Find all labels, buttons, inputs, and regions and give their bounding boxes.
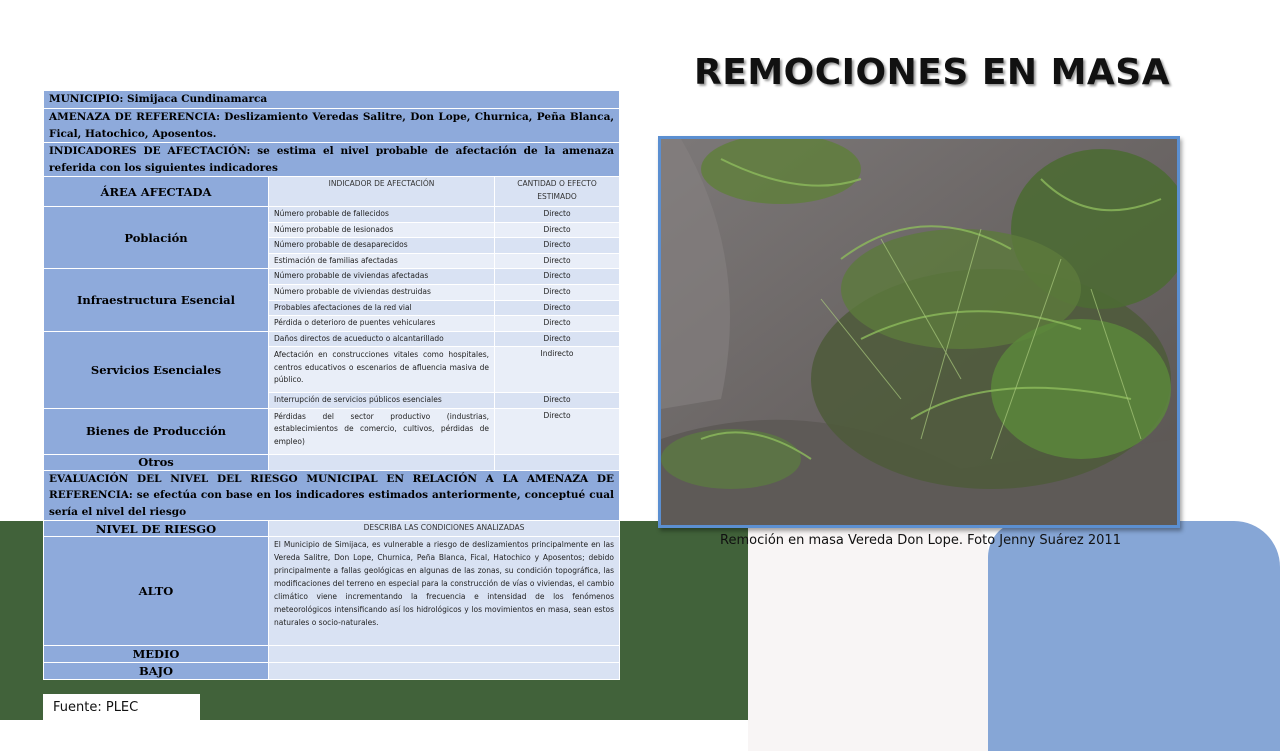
amenaza-row: AMENAZA DE REFERENCIA: Deslizamiento Veredas Salitre, Don Lope, Churnica, Peña Blanca, Fical, Hatochico, Aposentos. <box>44 109 620 143</box>
empty-cell <box>269 454 495 470</box>
blue-band <box>988 521 1280 751</box>
empty-cell <box>495 454 620 470</box>
area-otros: Otros <box>44 454 269 470</box>
quantity-cell: Directo <box>495 408 620 454</box>
quantity-cell: Directo <box>495 300 620 316</box>
slide-title: REMOCIONES EN MASA <box>694 52 1171 93</box>
empty-cell <box>269 663 620 680</box>
indicator-cell: Afectación en construcciones vitales como hospitales, centros educativos o escenarios de afluencia masiva de público. <box>269 347 495 393</box>
area-infraestructura: Infraestructura Esencial <box>44 269 269 331</box>
quantity-cell: Directo <box>495 253 620 269</box>
quantity-cell: Directo <box>495 222 620 238</box>
col-area-header: ÁREA AFECTADA <box>44 177 269 207</box>
area-servicios: Servicios Esenciales <box>44 331 269 408</box>
indicator-cell: Número probable de lesionados <box>269 222 495 238</box>
empty-cell <box>269 646 620 663</box>
area-poblacion: Población <box>44 207 269 269</box>
quantity-cell: Directo <box>495 331 620 347</box>
landslide-photo <box>658 136 1180 528</box>
evaluacion-row: EVALUACIÓN DEL NIVEL DEL RIESGO MUNICIPAL EN RELACIÓN A LA AMENAZA DE REFERENCIA: se efectúa con base en los indicadores estimados anteriormente, conceptué cual sería el nivel del riesgo <box>44 470 620 521</box>
quantity-cell: Directo <box>495 284 620 300</box>
col-condiciones-header: DESCRIBA LAS CONDICIONES ANALIZADAS <box>269 521 620 537</box>
quantity-cell: Directo <box>495 269 620 285</box>
risk-table <box>43 90 620 680</box>
indicator-cell: Pérdida o deterioro de puentes vehiculares <box>269 316 495 332</box>
indicator-cell: Pérdidas del sector productivo (industrias, establecimientos de comercio, cultivos, pérdidas de empleo) <box>269 408 495 454</box>
indicator-cell: Número probable de desaparecidos <box>269 238 495 254</box>
quantity-cell: Directo <box>495 393 620 409</box>
nivel-bajo: BAJO <box>44 663 269 680</box>
col-cantidad-header: CANTIDAD O EFECTO ESTIMADO <box>495 177 620 207</box>
quantity-cell: Directo <box>495 316 620 332</box>
area-bienes: Bienes de Producción <box>44 408 269 454</box>
indicator-cell: Interrupción de servicios públicos esenciales <box>269 393 495 409</box>
quantity-cell: Directo <box>495 207 620 223</box>
white-tab-shape <box>748 521 988 751</box>
indicator-cell: Número probable de viviendas destruidas <box>269 284 495 300</box>
quantity-cell: Indirecto <box>495 347 620 393</box>
indicator-cell: Número probable de viviendas afectadas <box>269 269 495 285</box>
municipio-row: MUNICIPIO: Simijaca Cundinamarca <box>44 91 620 109</box>
photo-caption: Remoción en masa Vereda Don Lope. Foto Jenny Suárez 2011 <box>720 533 1121 548</box>
indicadores-row: INDICADORES DE AFECTACIÓN: se estima el nivel probable de afectación de la amenaza referida con los siguientes indicadores <box>44 143 620 177</box>
col-indicador-header: INDICADOR DE AFECTACIÓN <box>269 177 495 207</box>
indicator-cell: Daños directos de acueducto o alcantarillado <box>269 331 495 347</box>
landslide-photo-image <box>661 139 1177 525</box>
indicator-cell: Número probable de fallecidos <box>269 207 495 223</box>
nivel-alto: ALTO <box>44 537 269 646</box>
alto-description: El Municipio de Simijaca, es vulnerable a riesgo de deslizamientos principalmente en las Vereda Salitre, Don Lope, Churnica, Peña Blanca, Fical, Hatochico y Aposentos; debido principalmente a fallas geológicas en algunas de las zonas, su condición topográfica, las modificaciones del terreno en especial para la construcción de vías o viviendas, el cambio climático viene incrementando la frecuencia e intensidad de los fenómenos meteorológicos intensificando así los hidrológicos y los movimientos en masa, sean estos naturales o socio-naturales. <box>269 537 620 646</box>
source-note: Fuente: PLEC <box>43 694 200 720</box>
nivel-medio: MEDIO <box>44 646 269 663</box>
indicator-cell: Estimación de familias afectadas <box>269 253 495 269</box>
col-nivel-header: NIVEL DE RIESGO <box>44 521 269 537</box>
quantity-cell: Directo <box>495 238 620 254</box>
indicator-cell: Probables afectaciones de la red vial <box>269 300 495 316</box>
